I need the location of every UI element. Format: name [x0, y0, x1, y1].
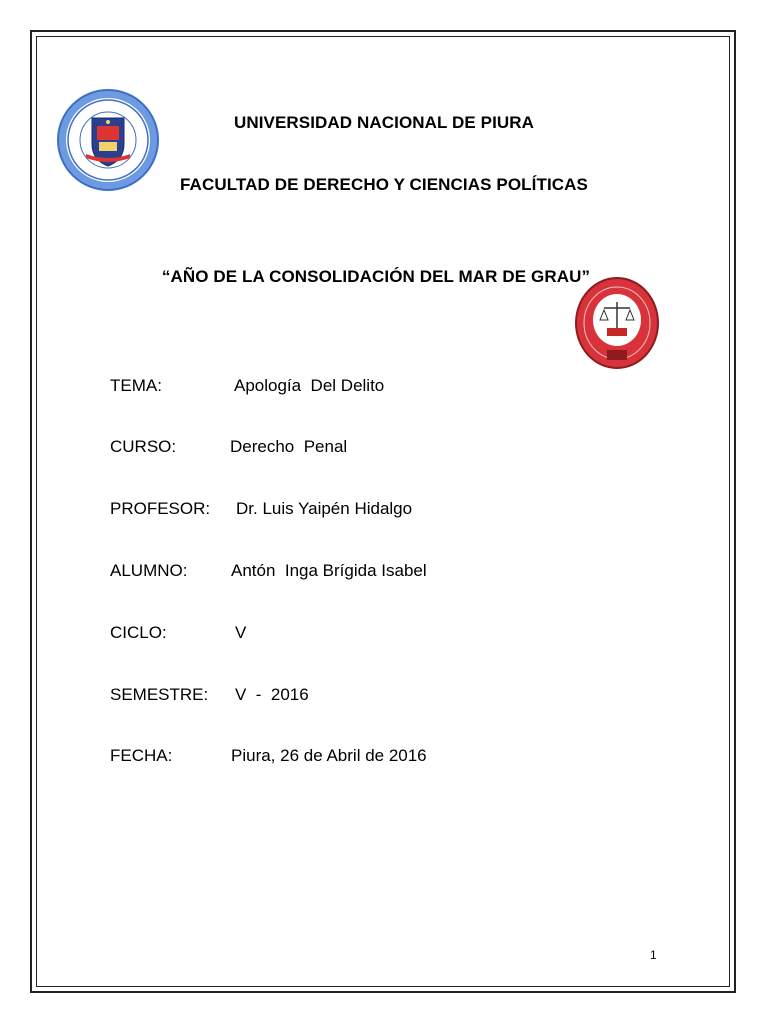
faculty-title: FACULTAD DE DERECHO Y CIENCIAS POLÍTICAS [180, 175, 588, 194]
detail-label: PROFESOR: [110, 499, 211, 518]
detail-value: Derecho Penal [230, 437, 348, 456]
detail-label: CURSO: [110, 437, 177, 456]
page-number: 1 [650, 948, 657, 962]
detail-value: V [235, 623, 247, 642]
detail-label: SEMESTRE: [110, 685, 209, 704]
detail-label: CICLO: [110, 623, 167, 642]
detail-value: V - 2016 [235, 685, 309, 704]
detail-value: Antón Inga Brígida Isabel [231, 561, 427, 580]
detail-label: FECHA: [110, 746, 173, 765]
detail-value: Piura, 26 de Abril de 2016 [231, 746, 427, 765]
detail-label: ALUMNO: [110, 561, 188, 580]
year-motto: “AÑO DE LA CONSOLIDACIÓN DEL MAR DE GRAU” [161, 267, 591, 286]
detail-value: Dr. Luis Yaipén Hidalgo [236, 499, 413, 518]
faculty-seal-logo [574, 276, 660, 370]
detail-value: Apología Del Delito [234, 376, 385, 395]
university-title: UNIVERSIDAD NACIONAL DE PIURA [233, 113, 535, 132]
detail-label: TEMA: [110, 376, 162, 395]
